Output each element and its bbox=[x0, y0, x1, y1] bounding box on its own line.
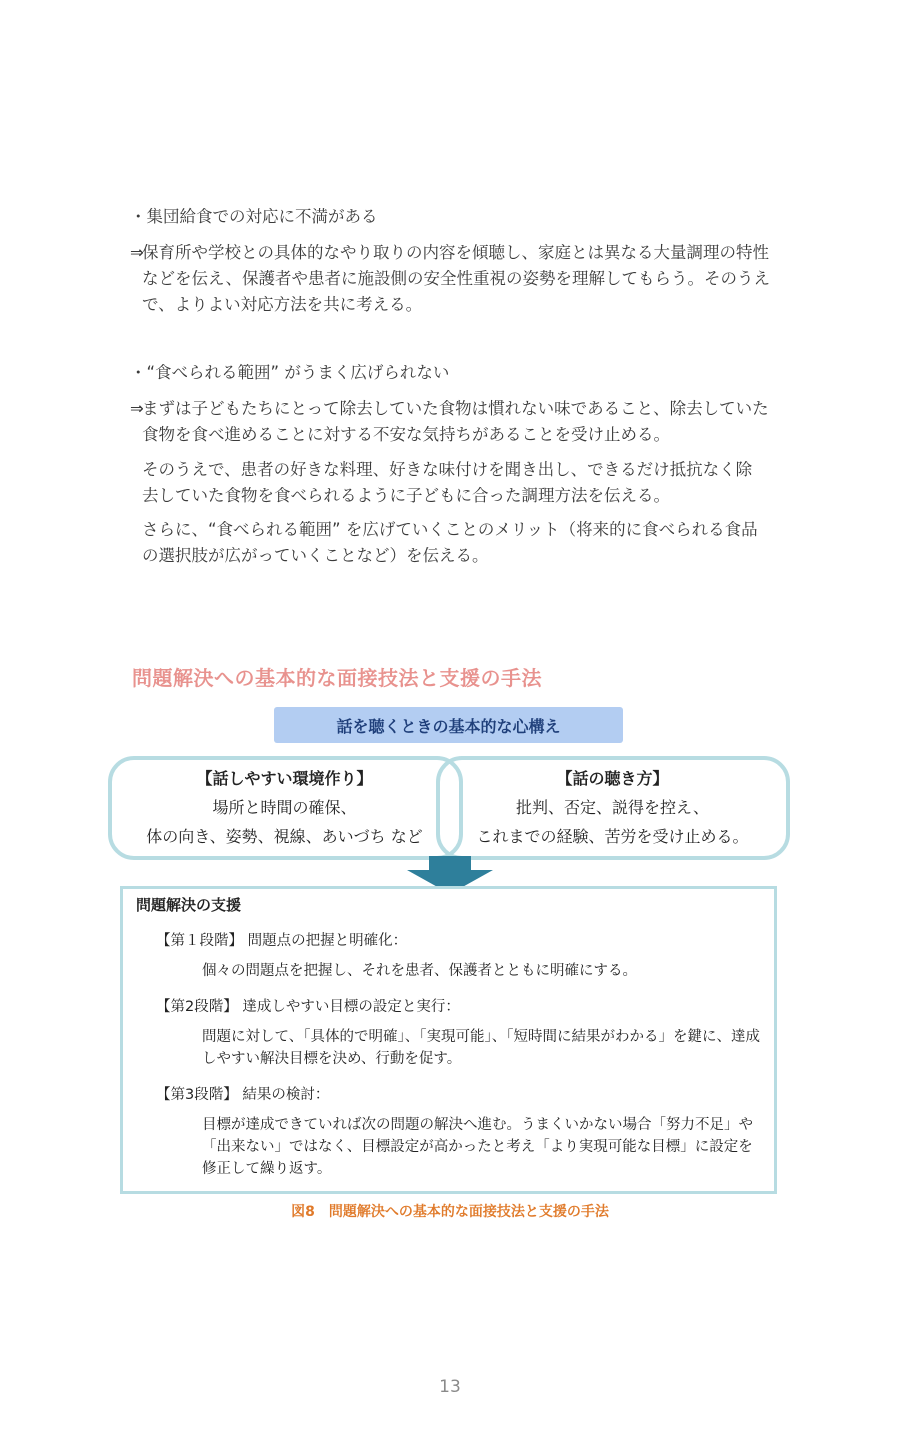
figure-caption: 図8 問題解決への基本的な面接技法と支援の手法 bbox=[291, 1204, 609, 1220]
listening-title: 【話の聴き方】 bbox=[556, 769, 669, 788]
page-number: 13 bbox=[439, 1377, 461, 1397]
environment-title: 【話しやすい環境作り】 bbox=[196, 769, 373, 788]
response-paragraph-2 bbox=[130, 396, 770, 448]
response-text-1: 保育所や学校との具体的なやり取りの内容を傾聴し、家庭とは異なる大量調理の特性などを伝え、保護者や患者に施設側の安全性重視の姿勢を理解してもらう。そのうえで、よりよい対応方法を共に考える。 bbox=[142, 243, 770, 314]
stage-2-label: 【第2段階】 達成しやすい目標の設定と実行： bbox=[156, 999, 460, 1015]
paragraph-2b: そのうえで、患者の好きな料理、好きな味付けを聞き出し、できるだけ抵抗なく除去していた食物を食べられるように子どもに合った調理方法を伝える。 bbox=[142, 460, 753, 505]
stage-3-desc: 目標が達成できていれば次の問題の解決へ進む。うまくいかない場合「努力不足」や「出来ない」ではなく、目標設定が高かったと考え「より実現可能な目標」に設定を修正して繰り返す。 bbox=[202, 1117, 753, 1177]
bullet-item-2: ・“食べられる範囲” がうまく広げられない bbox=[130, 363, 450, 382]
paragraph-2c: さらに、“食べられる範囲” を広げていくことのメリット（将来的に食べられる食品の選択肢が広がっていくことなど）を伝える。 bbox=[142, 520, 758, 565]
environment-line-2: 体の向き、姿勢、視線、あいづち など bbox=[146, 827, 423, 846]
stage-1-label: 【第１段階】 問題点の把握と明確化： bbox=[156, 933, 408, 949]
mindset-heading: 話を聴くときの基本的な心構え bbox=[274, 707, 623, 743]
listening-line-1: 批判、否定、説得を控え、 bbox=[516, 798, 709, 817]
environment-card bbox=[112, 764, 457, 851]
stage-3-label: 【第3段階】 結果の検討： bbox=[156, 1087, 330, 1103]
section-title: 問題解決への基本的な面接技法と支援の手法 bbox=[132, 666, 542, 690]
stage-2-desc: 問題に対して、「具体的で明確」、「実現可能」、「短時間に結果がわかる」を鍵に、達成しやすい解決目標を決め、行動を促す。 bbox=[202, 1029, 760, 1067]
stage-1-desc: 個々の問題点を把握し、それを患者、保護者とともに明確にする。 bbox=[202, 963, 637, 979]
support-title: 問題解決の支援 bbox=[136, 896, 242, 914]
bullet-item-1: ・集団給食での対応に不満がある bbox=[130, 207, 378, 226]
arrow-mark: ⇒ bbox=[130, 399, 144, 418]
environment-line-1: 場所と時間の確保、 bbox=[212, 798, 357, 817]
response-text-2: まずは子どもたちにとって除去していた食物は慣れない味であること、除去していた食物を食べ進めることに対する不安な気持ちがあることを受け止める。 bbox=[142, 399, 769, 444]
listening-card bbox=[440, 764, 785, 851]
listening-line-2: これまでの経験、苦労を受け止める。 bbox=[476, 827, 749, 846]
response-paragraph-1 bbox=[130, 240, 770, 318]
arrow-mark: ⇒ bbox=[130, 243, 144, 262]
